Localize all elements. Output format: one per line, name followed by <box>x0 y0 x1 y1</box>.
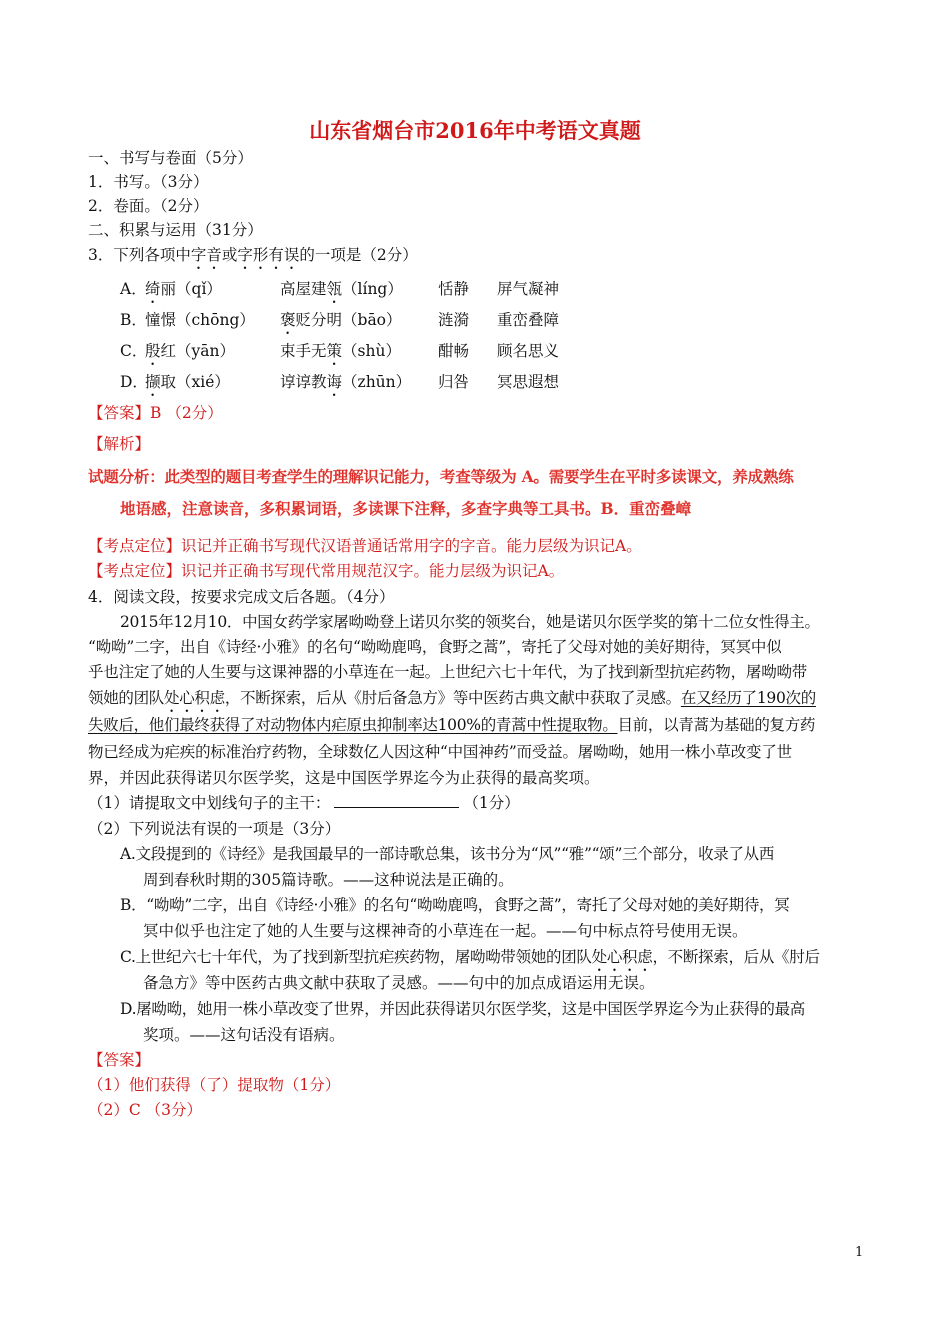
section-1-heading: 一、书写与卷面（5分） <box>88 149 253 167</box>
q3-analysis-tag: 【解析】 <box>88 435 151 453</box>
page-title: 山东省烟台市2016年中考语文真题 <box>309 118 641 143</box>
q4-passage-line: 领她的团队处心积虑，不断探索，后从《肘后备急方》等中医药古典文献中获取了灵感。在又经历了190次的 <box>88 689 816 707</box>
q3-point-1: 【考点定位】识记并正确书写现代汉语普通话常用字的字音。能力层级为识记A。 <box>88 537 642 555</box>
option-word-2: 高屋建瓴（líng） <box>280 280 403 298</box>
q4-sub-question-2: （2）下列说法有误的一项是（3分） <box>88 820 341 838</box>
q4-passage-line: “呦呦”二字，出自《诗经·小雅》的名句“呦呦鹿鸣，食野之蒿”，寄托了父母对她的美好期待，冥冥中似 <box>88 638 782 656</box>
q4-passage-line: 物已经成为疟疾的标准治疗药物，全球数亿人因这种“中国神药”而受益。屠呦呦，她用一株小草改变了世 <box>88 743 792 761</box>
option-word-4: 冥思遐想 <box>497 373 560 391</box>
q4-answer-2: （2）C （3分） <box>88 1101 203 1119</box>
q4-passage-line: 乎也注定了她的人生要与这课神器的小草连在一起。上世纪六七十年代，为了找到新型抗疟药物，屠呦呦带 <box>88 663 808 681</box>
option-word-1: 憧憬（chōng） <box>145 311 255 329</box>
option-label: C． <box>120 342 148 360</box>
q4-passage-line: 失败后，他们最终获得了对动物体内疟原虫抑制率达100%的青蒿中性提取物。目前，以青蒿为基础的复方药 <box>88 716 816 734</box>
option-word-4: 屏气凝神 <box>497 280 560 298</box>
q4-passage-line: 界，并因此获得诺贝尔医学奖，这是中国医学界迄今为止获得的最高奖项。 <box>88 769 600 787</box>
question-1: 1．书写。（3分） <box>88 173 209 191</box>
q3-analysis-line-1: 试题分析：此类型的题目考查学生的理解识记能力，考查等级为 A。需要学生在平时多读课文，养成熟练 <box>88 467 794 486</box>
answer-blank <box>334 792 459 808</box>
question-2: 2．卷面。（2分） <box>88 197 209 215</box>
q4-option-a-line-1: A.文段提到的《诗经》是我国最早的一部诗歌总集，该书分为“风”“雅”“颂”三个部分，收录了从西 <box>120 845 775 863</box>
option-word-1: 撷取（xié） <box>145 373 230 391</box>
question-3: 3．下列各项中字音或字形有误的一项是（2分） <box>88 246 418 264</box>
q4-option-c-line-2: 备急方》等中医药古典文献中获取了灵感。——句中的加点成语运用无误。 <box>143 974 655 992</box>
option-word-3: 酣畅 <box>438 342 470 360</box>
question-4: 4．阅读文段，按要求完成文后各题。（4分） <box>88 588 395 606</box>
q4-option-b-line-1: B．“呦呦”二字，出自《诗经·小雅》的名句“呦呦鹿鸣，食野之蒿”，寄托了父母对她的美好期待，冥 <box>120 896 790 914</box>
page-number: 1 <box>855 1245 864 1260</box>
option-label: B． <box>120 311 147 329</box>
option-word-3: 涟漪 <box>438 311 470 329</box>
option-word-1: 绮丽（qǐ） <box>145 280 222 298</box>
q4-answer-tag: 【答案】 <box>88 1051 151 1069</box>
option-word-2: 谆谆教诲（zhūn） <box>280 373 412 391</box>
q4-answer-1: （1）他们获得（了）提取物（1分） <box>88 1076 341 1094</box>
q3-analysis-line-2: 地语感，注意读音，多积累词语，多读课下注释，多查字典等工具书。B．重峦叠嶂 <box>120 499 692 518</box>
q4-option-a-line-2: 周到春秋时期的305篇诗歌。——这种说法是正确的。 <box>143 871 514 889</box>
q4-passage-line: 2015年12月10．中国女药学家屠呦呦登上诺贝尔奖的领奖台，她是诺贝尔医学奖的第十二位女性得主。 <box>120 613 820 631</box>
option-word-2: 褒贬分明（bāo） <box>280 311 402 329</box>
q4-sub-question-1: （1）请提取文中划线句子的主干： （1分） <box>88 794 520 812</box>
section-2-heading: 二、积累与运用（31分） <box>88 221 263 239</box>
option-word-3: 恬静 <box>438 280 470 298</box>
q4-option-d-line-2: 奖项。——这句话没有语病。 <box>143 1026 345 1044</box>
q4-option-d-line-1: D.屠呦呦，她用一株小草改变了世界，并因此获得诺贝尔医学奖，这是中国医学界迄今为止获得的最高 <box>120 1000 806 1018</box>
option-word-3: 归咎 <box>438 373 470 391</box>
option-word-1: 殷红（yān） <box>145 342 235 360</box>
q3-point-2: 【考点定位】识记并正确书写现代常用规范汉字。能力层级为识记A。 <box>88 562 565 580</box>
option-word-4: 重峦叠障 <box>497 311 560 329</box>
option-word-4: 顾名思义 <box>497 342 560 360</box>
option-label: A． <box>120 280 147 298</box>
option-label: D． <box>120 373 148 391</box>
option-word-2: 束手无策（shù） <box>280 342 401 360</box>
q4-option-c-line-1: C.上世纪六七十年代，为了找到新型抗疟疾药物，屠呦呦带领她的团队处心积虑，不断探索，后从《肘后 <box>120 948 820 966</box>
q4-option-b-line-2: 冥中似乎也注定了她的人生要与这棵神奇的小草连在一起。——句中标点符号使用无误。 <box>143 922 748 940</box>
q3-answer: 【答案】B （2分） <box>88 404 223 422</box>
